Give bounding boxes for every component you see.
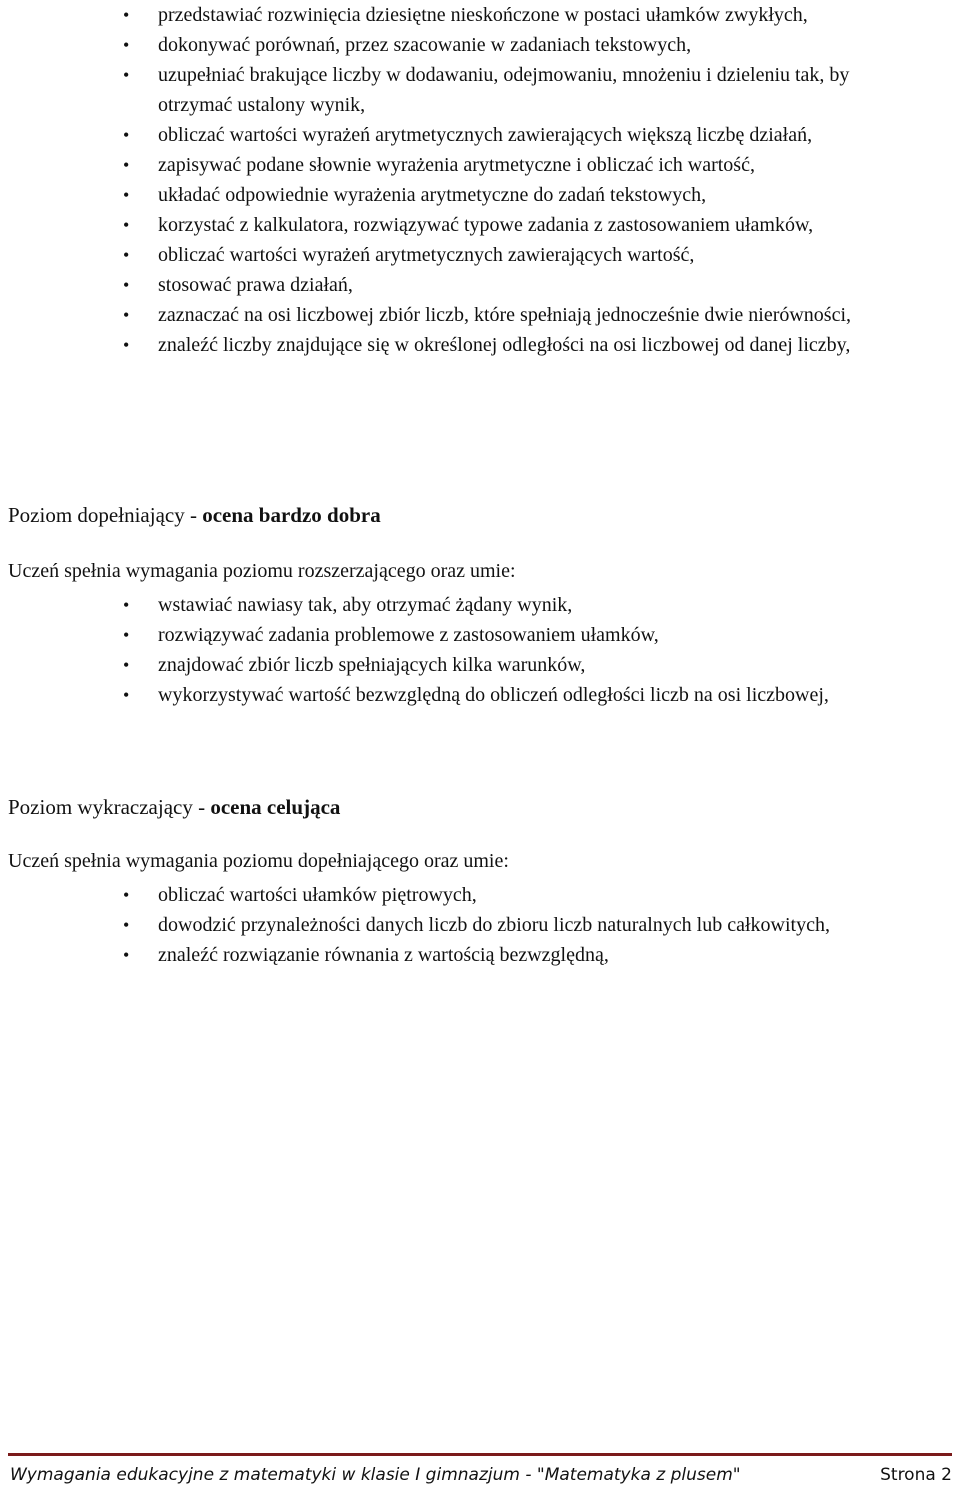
list-item: • znajdować zbiór liczb spełniających kilka warunków, [0,650,898,680]
bullet-icon: • [123,915,130,935]
section2-bullet-list [0,880,898,970]
list-item: • korzystać z kalkulatora, rozwiązywać typowe zadania z zastosowaniem ułamków, [0,210,898,240]
bullet-icon: • [123,335,130,355]
bullet-icon: • [123,275,130,295]
bullet-icon: • [123,595,130,615]
list-item: • zapisywać podane słownie wyrażenia arytmetyczne i obliczać ich wartość, [0,150,898,180]
list-item: • zaznaczać na osi liczbowej zbiór liczb, które spełniają jednocześnie dwie nierówności, [0,300,898,330]
section1-bullet-list [0,590,898,710]
footer-divider [8,1453,952,1456]
list-item: • uzupełniać brakujące liczby w dodawaniu, odejmowaniu, mnożeniu i dzieleniu tak, by otrzymać ustalony wynik, [0,60,898,120]
footer-title: Wymagania edukacyjne z matematyki w klasie I gimnazjum - "Matematyka z plusem" [10,1465,741,1485]
section-intro: Uczeń spełnia wymagania poziomu rozszerzającego oraz umie: [8,560,516,582]
bullet-icon: • [123,655,130,675]
list-item: • dokonywać porównań, przez szacowanie w zadaniach tekstowych, [0,30,898,60]
bullet-icon: • [123,245,130,265]
bullet-icon: • [123,685,130,705]
bullet-icon: • [123,625,130,645]
list-item: • obliczać wartości wyrażeń arytmetycznych zawierających większą liczbę działań, [0,120,898,150]
list-item: • obliczać wartości wyrażeń arytmetycznych zawierających wartość, [0,240,898,270]
list-item: • przedstawiać rozwinięcia dziesiętne nieskończone w postaci ułamków zwykłych, [0,0,898,30]
list-item: • znaleźć rozwiązanie równania z wartością bezwzględną, [0,940,898,970]
page-number: Strona 2 [880,1465,952,1485]
section-heading-dopelniajacy: Poziom dopełniający - ocena bardzo dobra [8,503,381,527]
section-heading-wykraczajacy: Poziom wykraczający - ocena celująca [8,795,341,819]
bullet-icon: • [123,945,130,965]
list-item: • wstawiać nawiasy tak, aby otrzymać żądany wynik, [0,590,898,620]
list-item: • stosować prawa działań, [0,270,898,300]
bullet-icon: • [123,65,130,85]
list-item: • obliczać wartości ułamków piętrowych, [0,880,898,910]
bullet-icon: • [123,5,130,25]
bullet-icon: • [123,35,130,55]
bullet-icon: • [123,305,130,325]
list-item: • znaleźć liczby znajdujące się w określonej odległości na osi liczbowej od danej liczby, [0,330,898,360]
grade-label: ocena celująca [210,795,341,819]
bullet-icon: • [123,885,130,905]
grade-label: ocena bardzo dobra [202,503,381,527]
bullet-icon: • [123,125,130,145]
list-item: • rozwiązywać zadania problemowe z zastosowaniem ułamków, [0,620,898,650]
list-item: • dowodzić przynależności danych liczb do zbioru liczb naturalnych lub całkowitych, [0,910,898,940]
bullet-icon: • [123,155,130,175]
bullet-icon: • [123,215,130,235]
list-item: • wykorzystywać wartość bezwzględną do obliczeń odległości liczb na osi liczbowej, [0,680,898,710]
list-item: • układać odpowiednie wyrażenia arytmetyczne do zadań tekstowych, [0,180,898,210]
section-intro: Uczeń spełnia wymagania poziomu dopełniającego oraz umie: [8,850,509,872]
bullet-icon: • [123,185,130,205]
top-bullet-list [0,0,898,360]
